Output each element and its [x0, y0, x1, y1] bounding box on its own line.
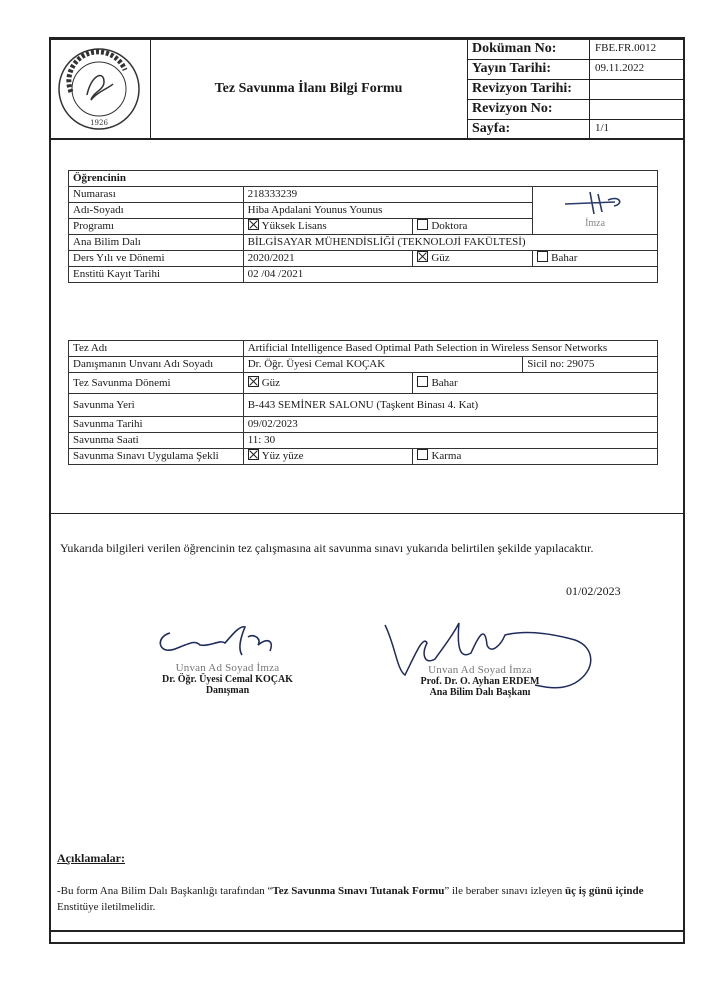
- table-row: [69, 341, 658, 357]
- table-row: [69, 171, 658, 187]
- meta-row: [467, 60, 685, 80]
- notes-text: -Bu form Ana Bilim Dalı Başkanlığı tarafından “Tez Savunma Sınavı Tutanak Formu” ile beraber sınavı izleyen üç iş günü içinde Enstitüye iletilmelidir.: [57, 885, 644, 913]
- advisor-signature-icon: [150, 615, 290, 660]
- registration-date: 02 /04 /2021: [243, 267, 657, 283]
- thesis-title-label: Tez Adı: [69, 341, 244, 357]
- meta-row: [467, 120, 685, 139]
- head-role: Ana Bilim Dalı Başkanı: [429, 687, 531, 698]
- mode-label: Savunma Sınavı Uygulama Şekli: [69, 449, 244, 465]
- student-info-table: [68, 170, 658, 283]
- signature-label: İmza: [585, 218, 606, 229]
- checked-checkbox-icon: [248, 376, 259, 387]
- term-option-spring: Bahar: [533, 251, 658, 267]
- section-divider: [49, 513, 685, 514]
- thesis-info-table: [68, 340, 658, 465]
- student-name: Hiba Apdalani Younus Younus: [243, 203, 533, 219]
- table-row: [69, 417, 658, 433]
- checked-checkbox-icon: [248, 449, 259, 460]
- defense-place: B-443 SEMİNER SALONU (Taşkent Binası 4. Kat): [243, 394, 657, 417]
- table-row: [69, 433, 658, 449]
- table-row: [69, 449, 658, 465]
- meta-label: Sayfa:: [472, 121, 511, 136]
- term-year: 2020/2021: [243, 251, 413, 267]
- thesis-title: Artificial Intelligence Based Optimal Path Selection in Wireless Sensor Networks: [243, 341, 657, 357]
- meta-row: [467, 100, 685, 120]
- meta-label: Yayın Tarihi:: [472, 61, 551, 76]
- meta-value: 1/1: [595, 122, 610, 134]
- student-number: 218333239: [243, 187, 533, 203]
- term-option-fall: Güz: [413, 251, 533, 267]
- meta-label: Doküman No:: [472, 41, 557, 56]
- meta-label: Revizyon No:: [472, 101, 553, 116]
- program-option-masters: Yüksek Lisans: [243, 219, 413, 235]
- meta-value: 09.11.2022: [595, 62, 645, 74]
- period-label: Tez Savunma Dönemi: [69, 373, 244, 394]
- period-option-fall: Güz: [243, 373, 413, 394]
- checkbox-icon: [417, 449, 428, 460]
- advisor-signature-block: [140, 662, 315, 696]
- place-label: Savunma Yeri: [69, 394, 244, 417]
- meta-row: [467, 40, 685, 60]
- sicil-number: Sicil no: 29075: [523, 357, 658, 373]
- document-meta: [467, 40, 685, 138]
- table-row: [69, 251, 658, 267]
- name-label: Adı-Soyadı: [69, 203, 244, 219]
- footer-divider: [49, 930, 685, 932]
- term-label: Ders Yılı ve Dönemi: [69, 251, 244, 267]
- document-header: [49, 40, 685, 138]
- department-value: BİLGİSAYAR MÜHENDİSLİĞİ (TEKNOLOJİ FAKÜLTESİ): [243, 235, 657, 251]
- table-row: [69, 394, 658, 417]
- registration-label: Enstitü Kayıt Tarihi: [69, 267, 244, 283]
- mode-option-in-person: Yüz yüze: [243, 449, 413, 465]
- form-title: Tez Savunma İlanı Bilgi Formu: [150, 40, 468, 138]
- head-signature-block: [380, 664, 580, 698]
- advisor-name: Dr. Öğr. Üyesi Cemal KOÇAK: [243, 357, 523, 373]
- program-label: Programı: [69, 219, 244, 235]
- signature-cell: [533, 187, 658, 235]
- statement-text: Yukarıda bilgileri verilen öğrencinin tez çalışmasına ait savunma sınavı yukarıda belirtilen şekilde yapılacaktır.: [60, 541, 594, 555]
- university-seal-icon: [49, 40, 150, 138]
- head-signer-name: Prof. Dr. O. Ayhan ERDEM: [420, 676, 540, 687]
- program-option-phd: Doktora: [413, 219, 533, 235]
- notes-title: Açıklamalar:: [57, 851, 125, 865]
- table-row: [69, 373, 658, 394]
- period-option-spring: Bahar: [413, 373, 658, 394]
- checked-checkbox-icon: [248, 219, 259, 230]
- svg-text:1926: 1926: [90, 119, 108, 127]
- statement-date: 01/02/2023: [566, 584, 621, 598]
- checkbox-icon: [417, 219, 428, 230]
- mode-option-hybrid: Karma: [413, 449, 658, 465]
- table-row: [69, 235, 658, 251]
- table-row: [69, 267, 658, 283]
- meta-label: Revizyon Tarihi:: [472, 81, 572, 96]
- header-divider: [49, 138, 685, 140]
- checkbox-icon: [537, 251, 548, 262]
- defense-date-label: Savunma Tarihi: [69, 417, 244, 433]
- meta-value: FBE.FR.0012: [595, 42, 657, 54]
- university-logo-cell: [49, 40, 151, 138]
- advisor-role: Danışman: [205, 685, 250, 696]
- signature-caption: Unvan Ad Soyad İmza: [428, 664, 532, 676]
- signature-caption: Unvan Ad Soyad İmza: [175, 662, 280, 674]
- advisor-label: Danışmanın Unvanı Adı Soyadı: [69, 357, 244, 373]
- student-section-title: Öğrencinin: [69, 171, 658, 187]
- student-signature-icon: [560, 190, 630, 216]
- checked-checkbox-icon: [417, 251, 428, 262]
- checkbox-icon: [417, 376, 428, 387]
- table-row: [69, 357, 658, 373]
- defense-time-label: Savunma Saati: [69, 433, 244, 449]
- number-label: Numarası: [69, 187, 244, 203]
- advisor-signer-name: Dr. Öğr. Üyesi Cemal KOÇAK: [162, 674, 293, 685]
- table-row: [69, 187, 658, 203]
- meta-row: [467, 80, 685, 100]
- department-label: Ana Bilim Dalı: [69, 235, 244, 251]
- defense-time: 11: 30: [243, 433, 657, 449]
- defense-date: 09/02/2023: [243, 417, 657, 433]
